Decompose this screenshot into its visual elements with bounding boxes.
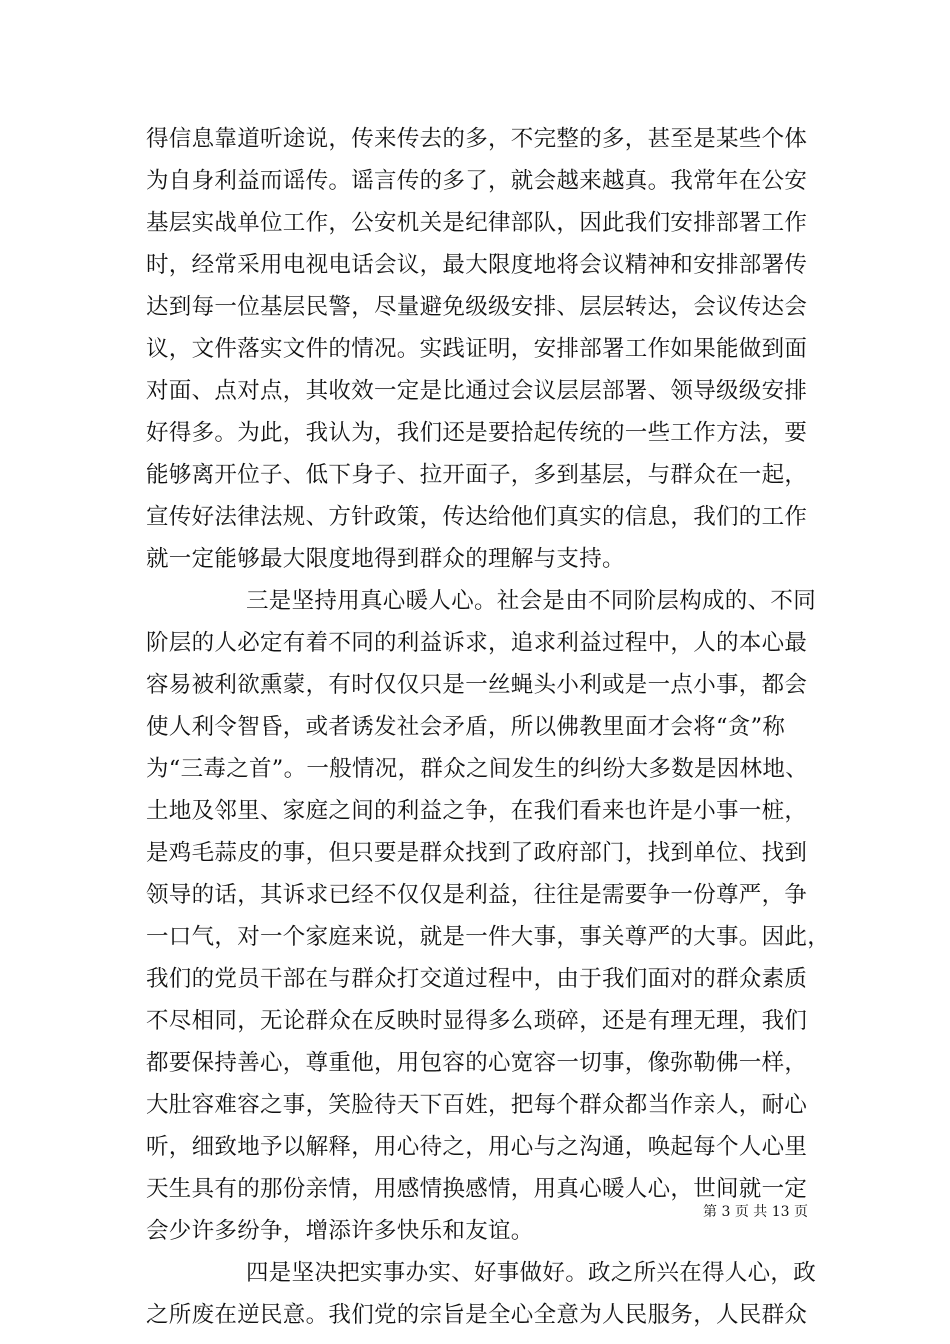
text-line: 得信息靠道听途说，传来传去的多，不完整的多，甚至是某些个体 <box>146 126 808 152</box>
text-line: 容易被利欲熏蒙，有时仅仅只是一丝蝇头小利或是一点小事，都会 <box>146 672 808 698</box>
text-line: 达到每一位基层民警，尽量避免级级安排、层层转达，会议传达会 <box>146 294 808 320</box>
text-line: 对面、点对点，其收效一定是比通过会议层层部署、领导级级安排 <box>146 378 808 404</box>
text-line: 听，细致地予以解释，用心待之，用心与之沟通，唤起每个人心里 <box>146 1134 808 1160</box>
text-line: 都要保持善心，尊重他，用包容的心宽容一切事，像弥勒佛一样， <box>146 1050 808 1076</box>
text-line: 宣传好法律法规、方针政策，传达给他们真实的信息，我们的工作 <box>146 504 808 530</box>
body-text <box>146 118 831 1336</box>
text-line: 为“三毒之首”。一般情况，群众之间发生的纠纷大多数是因林地、 <box>146 756 809 782</box>
text-line: 大肚容难容之事，笑脸待天下百姓，把每个群众都当作亲人，耐心 <box>146 1092 808 1118</box>
text-line: 议，文件落实文件的情况。实践证明，安排部署工作如果能做到面 <box>146 336 808 362</box>
text-line: 之所废在逆民意。我们党的宗旨是全心全意为人民服务，人民群众 <box>146 1302 808 1328</box>
text-line: 会少许多纷争，增添许多快乐和友谊。 <box>146 1218 534 1244</box>
text-line: 能够离开位子、低下身子、拉开面子，多到基层，与群众在一起， <box>146 462 808 488</box>
paragraph-start-line: 四是坚决把实事办实、好事做好。政之所兴在得人心，政 <box>246 1260 817 1286</box>
text-line: 基层实战单位工作，公安机关是纪律部队，因此我们安排部署工作 <box>146 210 808 236</box>
text-line: 领导的话，其诉求已经不仅仅是利益，往往是需要争一份尊严，争 <box>146 882 808 908</box>
text-line: 阶层的人必定有着不同的利益诉求，追求利益过程中，人的本心最 <box>146 630 808 656</box>
text-line: 不尽相同，无论群众在反映时显得多么琐碎，还是有理无理，我们 <box>146 1008 808 1034</box>
text-line: 我们的党员干部在与群众打交道过程中，由于我们面对的群众素质 <box>146 966 808 992</box>
page-number-footer: 第 3 页 共 13 页 <box>703 1204 808 1220</box>
text-line: 一口气，对一个家庭来说，就是一件大事，事关尊严的大事。因此， <box>146 924 831 950</box>
text-line: 好得多。为此，我认为，我们还是要拾起传统的一些工作方法，要 <box>146 420 808 446</box>
text-line: 为自身利益而谣传。谣言传的多了，就会越来越真。我常年在公安 <box>146 168 808 194</box>
text-line: 天生具有的那份亲情，用感情换感情，用真心暖人心，世间就一定 <box>146 1176 808 1202</box>
text-line: 使人利令智昏，或者诱发社会矛盾，所以佛教里面才会将“贪”称 <box>146 714 786 740</box>
text-line: 土地及邻里、家庭之间的利益之争，在我们看来也许是小事一桩， <box>146 798 808 824</box>
text-line: 就一定能够最大限度地得到群众的理解与支持。 <box>146 546 625 572</box>
text-line: 是鸡毛蒜皮的事，但只要是群众找到了政府部门，找到单位、找到 <box>146 840 808 866</box>
text-line: 时，经常采用电视电话会议，最大限度地将会议精神和安排部署传 <box>146 252 808 278</box>
paragraph-start-line: 三是坚持用真心暖人心。社会是由不同阶层构成的、不同 <box>246 588 817 614</box>
